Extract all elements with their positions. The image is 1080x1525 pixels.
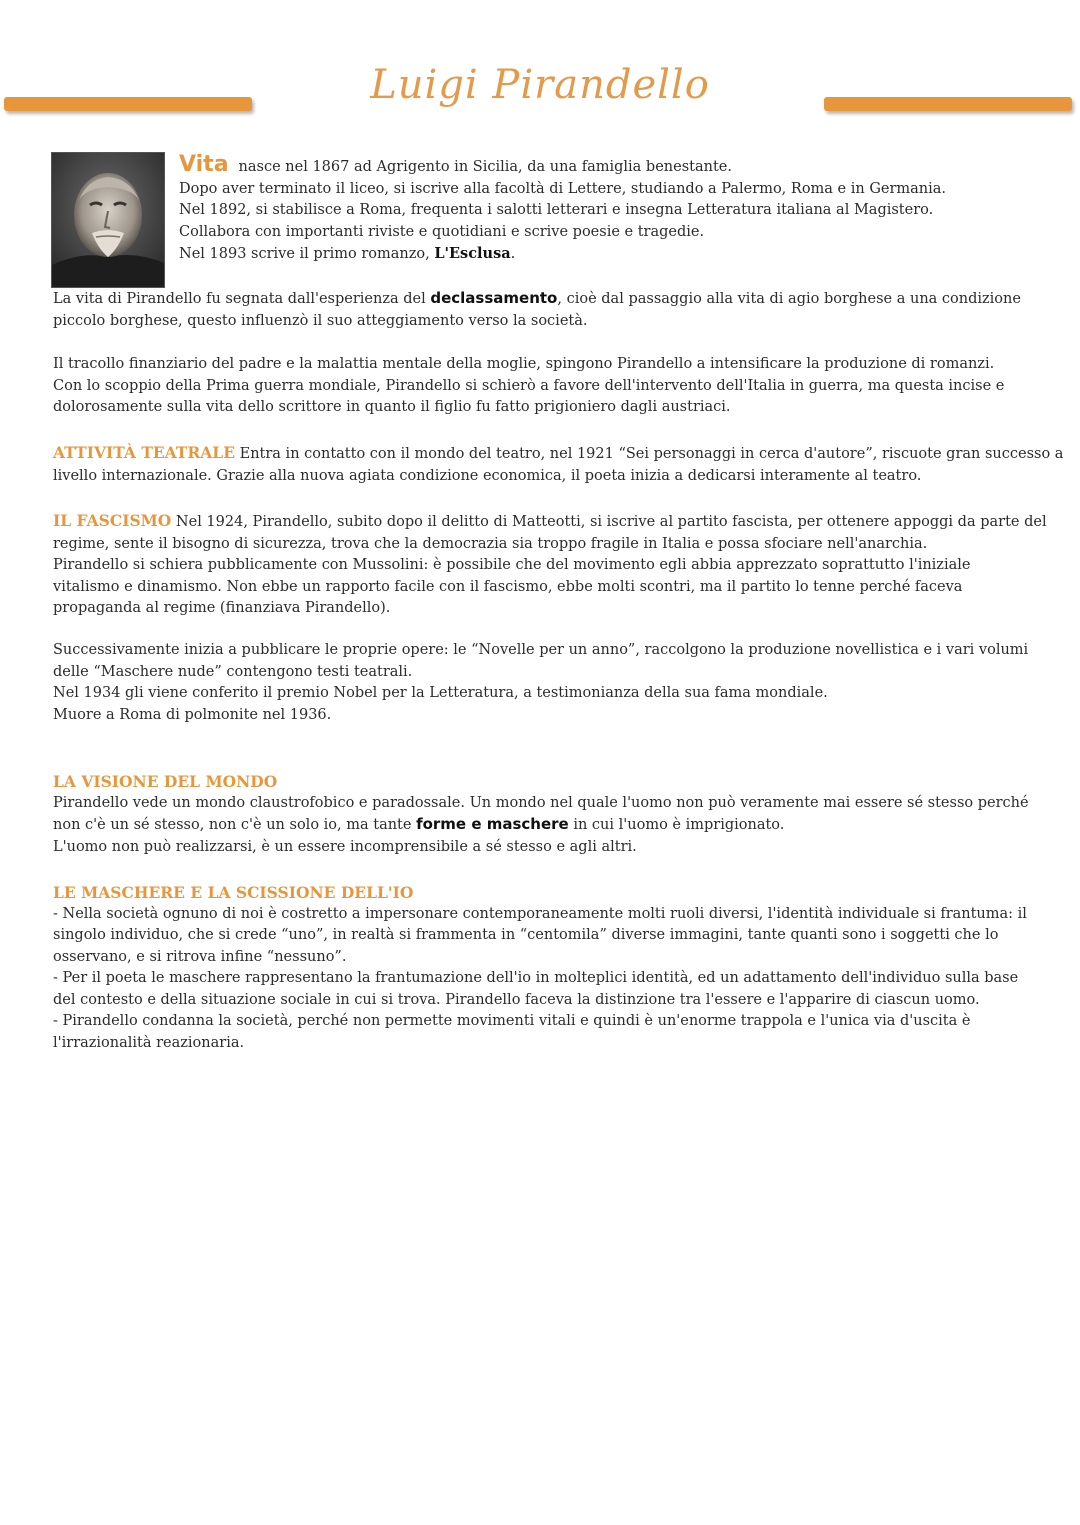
- opere-line-1: Successivamente inizia a pubblicare le proprie opere: le “Novelle per un anno”, raccolgono la produzione novellistica e i vari volumi: [53, 642, 1029, 658]
- maschere-line-2: singolo individuo, che si crede “uno”, in realtà si frammenta in “centomila” diverse immagini, tante quanti sono i soggetti che lo: [53, 927, 999, 943]
- portrait-photo: [51, 152, 165, 288]
- teatro-heading: ATTIVITÀ TEATRALE: [53, 443, 236, 462]
- visione-line-3: L'uomo non può realizzarsi, è un essere incomprensibile a sé stesso e agli altri.: [53, 838, 637, 855]
- opere-line-4: Muore a Roma di polmonite nel 1936.: [53, 706, 332, 723]
- vita-line-2: Dopo aver terminato il liceo, si iscrive alla facoltà di Lettere, studiando a Palermo, Roma e in Germania.: [179, 180, 947, 197]
- declassamento-line-1: [53, 288, 1028, 311]
- page-title: Luigi Pirandello: [370, 62, 710, 108]
- fascismo-line-3: Pirandello si schiera pubblicamente con Mussolini: è possibile che del movimento egli abbia apprezzato soprattutto l'iniziale: [53, 557, 971, 573]
- fascismo-line-5: propaganda al regime (finanziava Pirandello).: [53, 600, 391, 616]
- teatro-text-1: Entra in contatto con il mondo del teatro, nel 1921 “Sei personaggi in cerca d'autore”, riscuote gran successo a: [235, 446, 1064, 462]
- opere-line-2: delle “Maschere nude” contengono testi teatrali.: [53, 663, 413, 680]
- fascismo-text-1: Nel 1924, Pirandello, subito dopo il delitto di Matteotti, si iscrive al partito fascista, per ottenere appoggi da parte del: [171, 514, 1047, 530]
- maschere-line-7: l'irrazionalità reazionaria.: [53, 1034, 245, 1051]
- maschere-line-5: del contesto e della situazione sociale in cui si trova. Pirandello faceva la distinzione tra l'essere e l'apparire di ciascun uomo.: [53, 991, 980, 1008]
- declassamento-keyword: declassamento: [430, 289, 558, 307]
- visione-text-2-post: in cui l'uomo è imprigionato.: [568, 817, 785, 833]
- maschere-line-3: osservano, e si ritrova infine “nessuno”.: [53, 948, 347, 965]
- fascismo-paragraph: [53, 510, 1047, 620]
- fascismo-line-4: vitalismo e dinamismo. Non ebbe un rapporto facile con il fascismo, ebbe molti scontri, ma il partito lo tenne perché faceva: [53, 578, 963, 595]
- vita-heading: Vita: [179, 152, 229, 177]
- visione-section: [53, 771, 1028, 858]
- teatro-paragraph: [53, 442, 1064, 487]
- declassamento-line-2: piccolo borghese, questo influenzò il suo atteggiamento verso la società.: [53, 312, 588, 329]
- vita-line-1: [179, 154, 1039, 179]
- maschere-line-6: - Pirandello condanna la società, perché non permette movimenti vitali e quindi è un'enorme trappola e l'unica via d'uscita è: [53, 1013, 971, 1029]
- maschere-section: [53, 882, 1028, 1054]
- opere-paragraph: [53, 640, 1028, 726]
- tracollo-line-1: Il tracollo finanziario del padre e la malattia mentale della moglie, spingono Pirandello a intensificare la produzione di romanzi.: [53, 356, 995, 372]
- maschere-line-1: - Nella società ognuno di noi è costretto a impersonare contemporaneamente molti ruoli diversi, l'identità individuale si frantuma: il: [53, 905, 1027, 922]
- fascismo-line-2: regime, sente il bisogno di sicurezza, trova che la democrazia sia troppo fragile in Italia e possa sfociare nell'anarchia.: [53, 535, 928, 552]
- visione-heading: LA VISIONE DEL MONDO: [53, 772, 278, 791]
- vita-text-5-post: .: [510, 246, 516, 262]
- vita-text-1: nasce nel 1867 ad Agrigento in Sicilia, da una famiglia benestante.: [238, 159, 732, 175]
- tracollo-line-3: dolorosamente sulla vita dello scrittore in quanto il figlio fu fatto prigioniero dagli austriaci.: [53, 399, 731, 415]
- teatro-line-1: [53, 442, 1064, 466]
- teatro-line-2: livello internazionale. Grazie alla nuova agiata condizione economica, il poeta inizia a dedicarsi interamente al teatro.: [53, 467, 922, 484]
- vita-line-3: Nel 1892, si stabilisce a Roma, frequenta i salotti letterari e insegna Letteratura italiana al Magistero.: [179, 202, 934, 218]
- declassamento-pre: La vita di Pirandello fu segnata dall'esperienza del: [53, 291, 431, 307]
- visione-line-2: [53, 814, 1028, 837]
- maschere-heading: LE MASCHERE E LA SCISSIONE DELL'IO: [53, 883, 414, 902]
- vita-line-4: Collabora con importanti riviste e quotidiani e scrive poesie e tragedie.: [179, 223, 705, 240]
- visione-line-1: Pirandello vede un mondo claustrofobico e paradossale. Un mondo nel quale l'uomo non può veramente mai essere sé stesso perché: [53, 794, 1029, 811]
- declassamento-post: , cioè dal passaggio alla vita di agio borghese a una condizione: [557, 291, 1021, 307]
- tracollo-line-2: Con lo scoppio della Prima guerra mondiale, Pirandello si schierò a favore dell'intervento dell'Italia in guerra, ma questa incise e: [53, 377, 1005, 394]
- tracollo-paragraph: [53, 354, 1028, 419]
- fascismo-line-1: [53, 510, 1047, 534]
- vita-line-5: [179, 243, 1039, 266]
- opere-line-3: Nel 1934 gli viene conferito il premio Nobel per la Letteratura, a testimonianza della sua fama mondiale.: [53, 685, 828, 701]
- visione-keyword: forme e maschere: [416, 815, 569, 833]
- vita-esclusa-title: L'Esclusa: [434, 245, 511, 262]
- visione-text-2-pre: non c'è un sé stesso, non c'è un solo io, ma tante: [53, 817, 417, 833]
- declassamento-paragraph: [53, 288, 1028, 332]
- maschere-line-4: - Per il poeta le maschere rappresentano la frantumazione dell'io in molteplici identità, ed un adattamento dell'individuo sulla base: [53, 970, 1019, 986]
- fascismo-heading: IL FASCISMO: [53, 511, 172, 530]
- vita-text-5-pre: Nel 1893 scrive il primo romanzo,: [179, 246, 435, 262]
- vita-section: [179, 154, 1039, 266]
